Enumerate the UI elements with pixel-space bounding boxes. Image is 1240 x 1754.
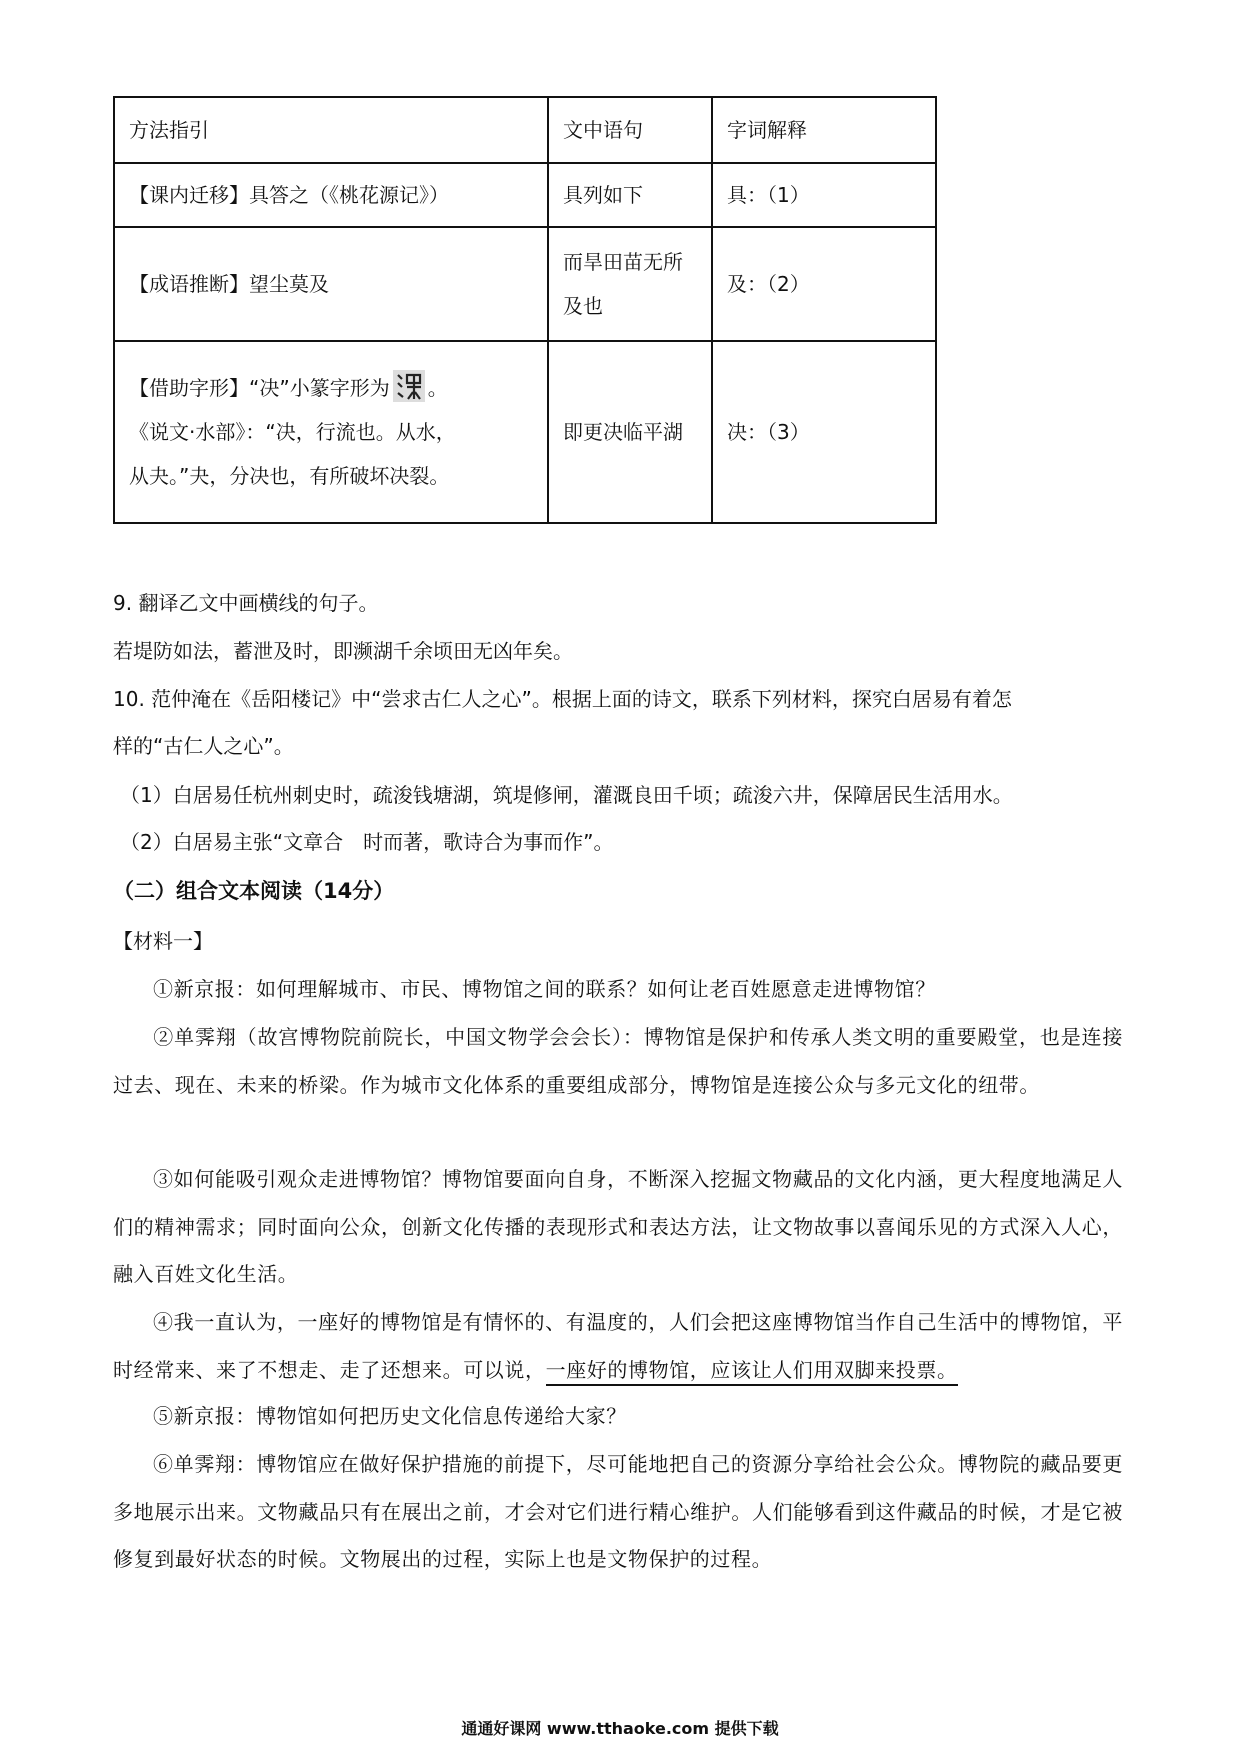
header-explanation: 字词解释 [712,97,936,163]
row3-method-line3: 从夬。”夬，分决也，有所破坏决裂。 [129,464,450,488]
seal-script-jue-icon [392,369,426,403]
header-sentence: 文中语句 [548,97,712,163]
row2-sentence-line2: 及也 [563,294,603,318]
paragraph-4-underlined: 一座好的博物馆，应该让人们用双脚来投票。 [546,1358,958,1386]
row3-method-line1-end: 。 [427,376,448,400]
q9-sentence: 若堤防如法，蓄泄及时，即濒湖千余顷田无凶年矣。 [113,639,573,663]
row3-answer: 决：（3） [712,341,936,523]
row1-sentence: 具列如下 [548,163,712,227]
section-title: （二）组合文本阅读（14分） [113,879,395,903]
paragraph-5-text: ⑤新京报：博物馆如何把历史文化信息传递给大家？ [153,1404,627,1428]
table-row [114,163,936,227]
q10-item1: （1）白居易任杭州刺史时，疏浚钱塘湖，筑堤修闸，灌溉良田千顷；疏浚六井，保障居民生活用水。 [120,783,1013,807]
paragraph-6-text: ⑥单霁翔：博物馆应在做好保护措施的前提下，尽可能地把自己的资源分享给社会公众。博物院的藏品要更多地展示出来。文物藏品只有在展出之前，才会对它们进行精心维护。人们能够看到这件藏品的时候，才是它被修复到最好状态的时候。文物展出的过程，实际上也是文物保护的过程。 [113,1452,1123,1571]
row2-method: 【成语推断】望尘莫及 [114,227,548,341]
row3-method-line1 [129,366,533,410]
paragraph-6 [113,1441,1123,1584]
row3-sentence: 即更决临平湖 [548,341,712,523]
page-footer: 通通好课网 www.tthaoke.com 提供下载 [461,1719,779,1738]
row1-method: 【课内迁移】具答之（《桃花源记》） [114,163,548,227]
method-table [113,96,937,524]
row3-method-line2: 《说文·水部》：“决，行流也。从水， [129,420,456,444]
q10-line2: 样的“古仁人之心”。 [113,734,294,758]
paragraph-2-text: ②单霁翔（故宫博物院前院长，中国文物学会会长）：博物馆是保护和传承人类文明的重要殿堂，也是连接过去、现在、未来的桥梁。作为城市文化体系的重要组成部分，博物馆是连接公众与多元文化的纽带。 [113,1025,1123,1097]
paragraph-3 [113,1156,1123,1299]
q10-item2: （2）白居易主张“文章合 时而著，歌诗合为事而作”。 [120,830,614,854]
table-row [114,341,936,523]
paragraph-4-text: ④我一直认为，一座好的博物馆是有情怀的、有温度的，人们会把这座博物馆当作自己生活中的博物馆，平时经常来、来了不想走、走了还想来。可以说， [113,1310,1123,1382]
table-row [114,227,936,341]
row3-method [114,341,548,523]
row2-answer: 及：（2） [712,227,936,341]
row2-sentence-line1: 而旱田苗无所 [563,250,683,274]
row1-answer: 具：（1） [712,163,936,227]
paragraph-1-text: ①新京报：如何理解城市、市民、博物馆之间的联系？如何让老百姓愿意走进博物馆？ [153,977,936,1001]
q9-prompt: 9. 翻译乙文中画横线的句子。 [113,591,379,615]
row2-sentence [548,227,712,341]
material1-label: 【材料一】 [113,929,213,953]
row3-method-line1-text: 【借助字形】“决”小篆字形为 [129,376,390,400]
header-method: 方法指引 [114,97,548,163]
table-header-row [114,97,936,163]
paragraph-1 [113,966,1123,1014]
paragraph-4 [113,1299,1123,1394]
q10-line1: 10. 范仲淹在《岳阳楼记》中“尝求古仁人之心”。根据上面的诗文，联系下列材料，探究白居易有着怎 [113,687,1012,711]
paragraph-5 [113,1393,1123,1441]
paragraph-3-text: ③如何能吸引观众走进博物馆？博物馆要面向自身，不断深入挖掘文物藏品的文化内涵，更大程度地满足人们的精神需求；同时面向公众，创新文化传播的表现形式和表达方法，让文物故事以喜闻乐见的方式深入人心，融入百姓文化生活。 [113,1167,1123,1286]
paragraph-2 [113,1014,1123,1109]
